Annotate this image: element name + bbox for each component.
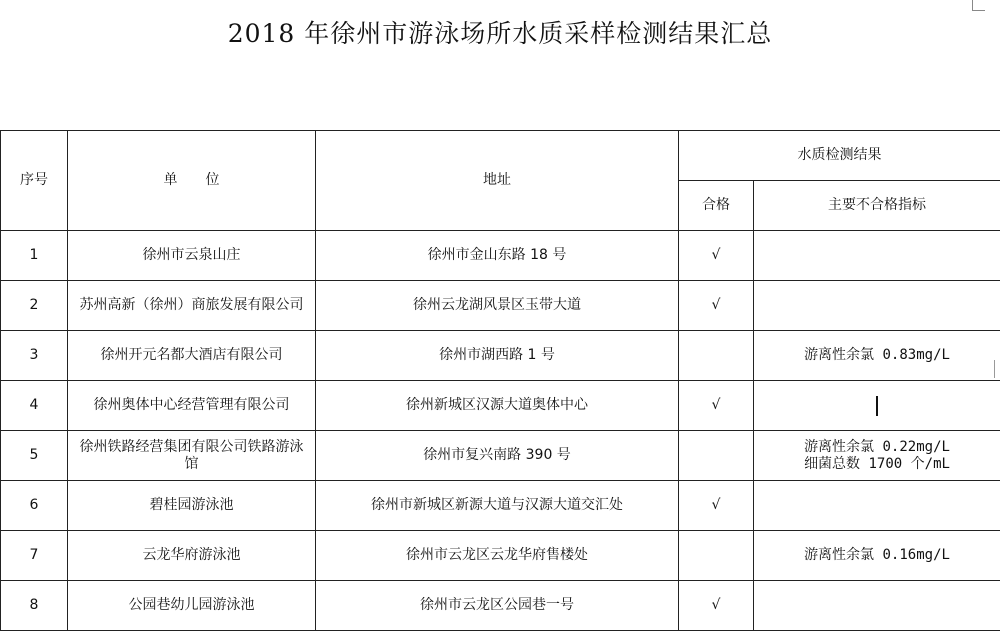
address: 徐州新城区汉源大道奥体中心: [316, 381, 679, 431]
row-number: 4: [1, 381, 68, 431]
unit-name-text: 云龙华府游泳池: [142, 547, 241, 563]
table-row: [1, 481, 1000, 531]
row-number: 3: [1, 331, 68, 381]
fail-items-text: 游离性余氯 0.83mg/L: [804, 347, 950, 363]
unit-name-text: 徐州市云泉山庄: [142, 247, 241, 263]
table-row: [1, 231, 1000, 281]
unit-name: [68, 531, 316, 581]
address: 徐州市复兴南路 390 号: [316, 431, 679, 481]
fail-items: [754, 531, 1000, 581]
fail-items-text: 游离性余氯 0.16mg/L: [804, 547, 950, 563]
header-result-group: 水质检测结果: [679, 131, 1000, 181]
fail-items: [754, 381, 1000, 431]
pass-mark: √: [679, 581, 754, 631]
text-cursor: [876, 396, 878, 416]
fail-items: [754, 331, 1000, 381]
address: 徐州市云龙区公园巷一号: [316, 581, 679, 631]
address: 徐州市湖西路 1 号: [316, 331, 679, 381]
row-number: 8: [1, 581, 68, 631]
unit-name-text: 碧桂园游泳池: [149, 497, 234, 513]
address: 徐州市云龙区云龙华府售楼处: [316, 531, 679, 581]
fail-items-text: 游离性余氯 0.22mg/L 细菌总数 1700 个/mL: [804, 438, 950, 472]
unit-name: [68, 431, 316, 481]
table-row: [1, 281, 1000, 331]
address: 徐州市金山东路 18 号: [316, 231, 679, 281]
unit-name-text: 徐州开元名都大酒店有限公司: [100, 347, 283, 363]
address: 徐州云龙湖风景区玉带大道: [316, 281, 679, 331]
unit-name-text: 苏州高新（徐州）商旅发展有限公司: [79, 297, 304, 313]
header-seq: 序号: [1, 131, 68, 231]
address: 徐州市新城区新源大道与汉源大道交汇处: [316, 481, 679, 531]
header-unit: 单 位: [68, 131, 316, 231]
fail-items: [754, 231, 1000, 281]
fail-items: [754, 581, 1000, 631]
header-fail-items: 主要不合格指标: [754, 181, 1000, 231]
header-address: 地址: [316, 131, 679, 231]
table-row: [1, 431, 1000, 481]
page-title: 2018 年徐州市游泳场所水质采样检测结果汇总: [227, 19, 773, 48]
fail-items: [754, 281, 1000, 331]
unit-name: [68, 581, 316, 631]
row-number: 7: [1, 531, 68, 581]
pass-mark: √: [679, 481, 754, 531]
page-corner-mark: [972, 0, 985, 11]
unit-name: [68, 281, 316, 331]
table-row: [1, 531, 1000, 581]
unit-name-text: 公园巷幼儿园游泳池: [128, 597, 255, 613]
unit-name: [68, 381, 316, 431]
unit-name-text: 徐州奥体中心经营管理有限公司: [93, 397, 290, 413]
row-number: 1: [1, 231, 68, 281]
row-number: 2: [1, 281, 68, 331]
pass-mark: [679, 331, 754, 381]
unit-name: [68, 331, 316, 381]
header-pass: 合格: [679, 181, 754, 231]
pass-mark: [679, 531, 754, 581]
pass-mark: √: [679, 381, 754, 431]
table-row: [1, 381, 1000, 431]
row-number: 5: [1, 431, 68, 481]
table-row: [1, 331, 1000, 381]
results-table: [0, 130, 1000, 631]
fail-items: [754, 431, 1000, 481]
pass-mark: [679, 431, 754, 481]
unit-name: [68, 231, 316, 281]
unit-name-text: 徐州铁路经营集团有限公司铁路游泳馆: [79, 438, 304, 472]
fail-items: [754, 481, 1000, 531]
pass-mark: √: [679, 281, 754, 331]
table-row: [1, 581, 1000, 631]
unit-name: [68, 481, 316, 531]
pass-mark: √: [679, 231, 754, 281]
row-number: 6: [1, 481, 68, 531]
